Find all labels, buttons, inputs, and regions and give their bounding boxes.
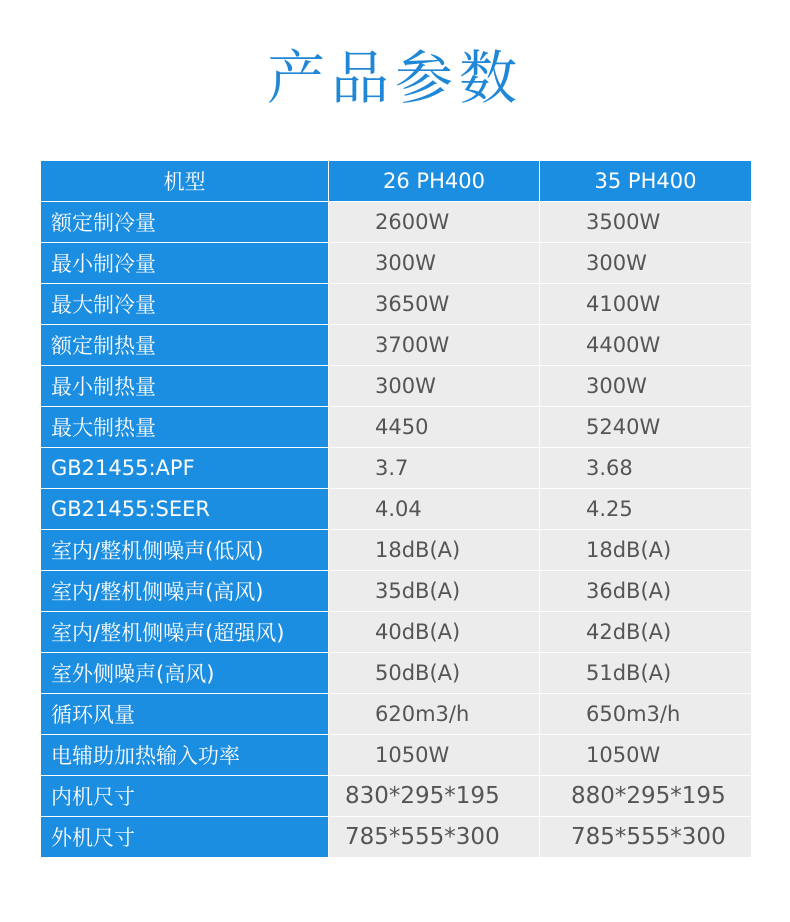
row-value-35: 3500W <box>540 202 752 243</box>
row-label: 循环风量 <box>41 694 329 735</box>
row-value-26: 4450 <box>329 407 540 448</box>
row-value-26: 35dB(A) <box>329 571 540 612</box>
table-row <box>41 325 752 366</box>
row-value-26: 3700W <box>329 325 540 366</box>
row-label: 额定制热量 <box>41 325 329 366</box>
table-row <box>41 530 752 571</box>
row-value-26: 18dB(A) <box>329 530 540 571</box>
row-value-35: 300W <box>540 366 752 407</box>
table-row <box>41 817 752 858</box>
table-row <box>41 243 752 284</box>
row-label: 室内/整机侧噪声(超强风) <box>41 612 329 653</box>
row-value-35: 51dB(A) <box>540 653 752 694</box>
row-label: 外机尺寸 <box>41 817 329 858</box>
table-row <box>41 735 752 776</box>
row-label: 额定制冷量 <box>41 202 329 243</box>
table-row <box>41 448 752 489</box>
row-value-35: 42dB(A) <box>540 612 752 653</box>
row-value-35: 1050W <box>540 735 752 776</box>
row-value-26: 300W <box>329 243 540 284</box>
row-value-26: 830*295*195 <box>329 776 540 817</box>
row-value-35: 3.68 <box>540 448 752 489</box>
row-label: 内机尺寸 <box>41 776 329 817</box>
row-value-26: 50dB(A) <box>329 653 540 694</box>
table-row <box>41 284 752 325</box>
table-row <box>41 571 752 612</box>
row-value-35: 36dB(A) <box>540 571 752 612</box>
row-value-35: 4.25 <box>540 489 752 530</box>
table-row <box>41 366 752 407</box>
row-label: 室外侧噪声(高风) <box>41 653 329 694</box>
row-value-26: 300W <box>329 366 540 407</box>
row-label: 最小制热量 <box>41 366 329 407</box>
table-row <box>41 612 752 653</box>
table-row <box>41 489 752 530</box>
row-value-26: 4.04 <box>329 489 540 530</box>
row-value-26: 3.7 <box>329 448 540 489</box>
row-value-26: 785*555*300 <box>329 817 540 858</box>
row-value-26: 40dB(A) <box>329 612 540 653</box>
row-value-26: 620m3/h <box>329 694 540 735</box>
header-model: 机型 <box>41 161 329 202</box>
row-value-26: 2600W <box>329 202 540 243</box>
row-value-35: 5240W <box>540 407 752 448</box>
header-model-26: 26 PH400 <box>329 161 540 202</box>
row-label: GB21455:SEER <box>41 489 329 530</box>
table-row <box>41 694 752 735</box>
row-label: 最大制热量 <box>41 407 329 448</box>
row-label: 电辅助加热输入功率 <box>41 735 329 776</box>
row-label: 最大制冷量 <box>41 284 329 325</box>
row-label: 最小制冷量 <box>41 243 329 284</box>
row-label: 室内/整机侧噪声(低风) <box>41 530 329 571</box>
page-title: 产品参数 <box>266 44 523 112</box>
row-value-35: 650m3/h <box>540 694 752 735</box>
table-row <box>41 202 752 243</box>
table-row <box>41 653 752 694</box>
row-label: 室内/整机侧噪声(高风) <box>41 571 329 612</box>
row-value-26: 1050W <box>329 735 540 776</box>
row-value-35: 4400W <box>540 325 752 366</box>
header-model-35: 35 PH400 <box>540 161 752 202</box>
table-row <box>41 776 752 817</box>
row-value-35: 880*295*195 <box>540 776 752 817</box>
row-value-35: 785*555*300 <box>540 817 752 858</box>
table-row <box>41 407 752 448</box>
row-value-35: 18dB(A) <box>540 530 752 571</box>
row-value-35: 4100W <box>540 284 752 325</box>
product-params-table <box>40 160 752 858</box>
row-value-35: 300W <box>540 243 752 284</box>
row-value-26: 3650W <box>329 284 540 325</box>
row-label: GB21455:APF <box>41 448 329 489</box>
table-header-row <box>41 161 752 202</box>
